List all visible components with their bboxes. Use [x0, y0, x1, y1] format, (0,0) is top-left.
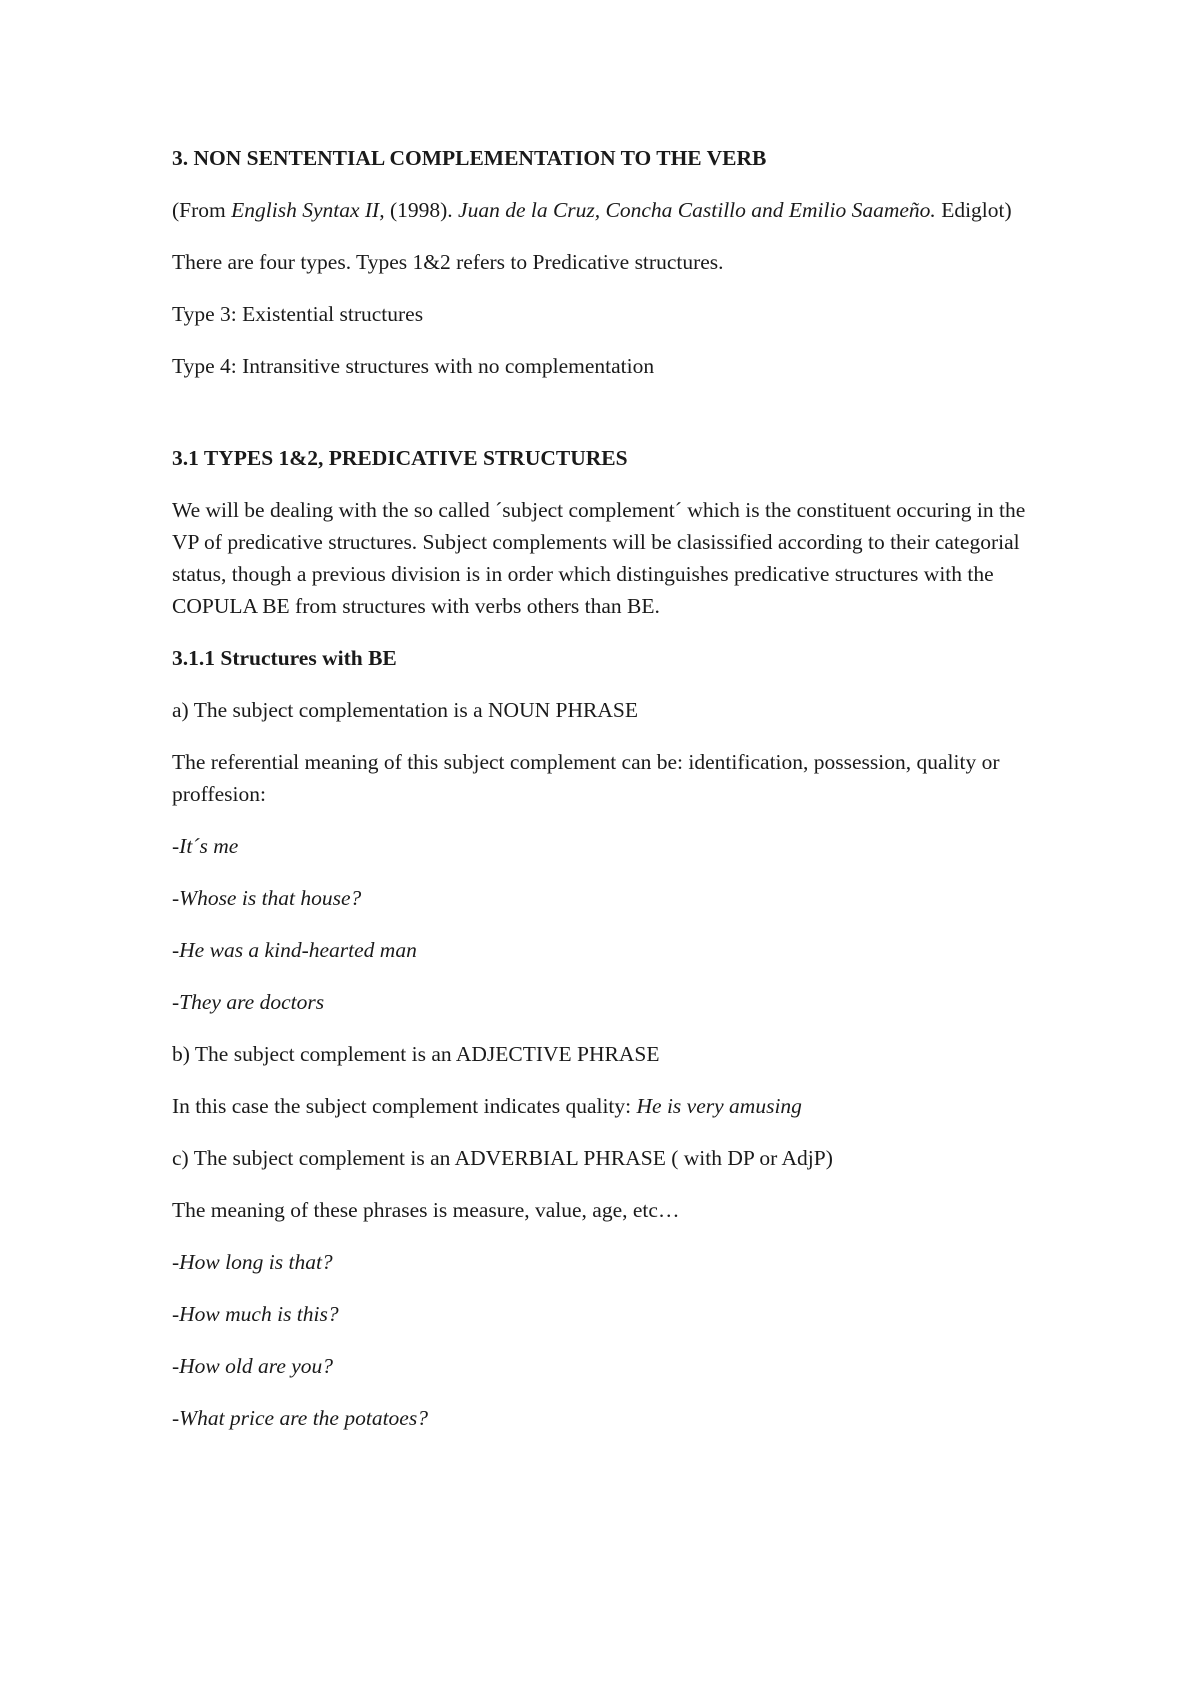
example-item: -How long is that? [172, 1250, 333, 1274]
item-b-title: b) The subject complement is an ADJECTIVE PHRASE [172, 1042, 660, 1066]
item-b-text [172, 1090, 1052, 1122]
document-body [172, 142, 1052, 1454]
example-item: -Whose is that house? [172, 886, 362, 910]
example-item: -How old are you? [172, 1354, 334, 1378]
spacer [172, 402, 1052, 442]
example-item: -How much is this? [172, 1302, 339, 1326]
item-c-text: The meaning of these phrases is measure, value, age, etc… [172, 1198, 680, 1222]
citation-authors: Juan de la Cruz, Concha Castillo and Emilio Saameño. [458, 198, 936, 222]
item-a-text: The referential meaning of this subject complement can be: identification, possession, quality or proffesion: [172, 750, 1000, 806]
section-heading-3-1: 3.1 TYPES 1&2, PREDICATIVE STRUCTURES [172, 446, 628, 470]
example-item: -What price are the potatoes? [172, 1406, 428, 1430]
example-item: -He was a kind-hearted man [172, 938, 417, 962]
example-item: -They are doctors [172, 990, 325, 1014]
item-a-title: a) The subject complementation is a NOUN PHRASE [172, 698, 638, 722]
source-citation [172, 194, 1052, 226]
item-b-example: He is very amusing [636, 1094, 802, 1118]
example-item: -It´s me [172, 834, 239, 858]
item-b-text-lead: In this case the subject complement indicates quality: [172, 1094, 637, 1118]
section-heading-3-1-1: 3.1.1 Structures with BE [172, 646, 397, 670]
citation-publisher: Ediglot) [935, 198, 1012, 222]
section-3-1-paragraph: We will be dealing with the so called ´subject complement´ which is the constituent occuring in the VP of predicative structures. Subject complements will be clasissified according to their categorial status, though a previous division is in order which distinguishes predicative structures with the COPULA BE from structures with verbs others than BE. [172, 498, 1026, 618]
intro-type-3: Type 3: Existential structures [172, 302, 424, 326]
citation-year: (1998). [384, 198, 459, 222]
citation-open: (From [172, 198, 232, 222]
main-heading: 3. NON SENTENTIAL COMPLEMENTATION TO THE VERB [172, 146, 767, 170]
citation-book: English Syntax II, [231, 198, 385, 222]
intro-types: There are four types. Types 1&2 refers to Predicative structures. [172, 250, 724, 274]
item-c-title: c) The subject complement is an ADVERBIAL PHRASE ( with DP or AdjP) [172, 1146, 833, 1170]
intro-type-4: Type 4: Intransitive structures with no complementation [172, 354, 655, 378]
